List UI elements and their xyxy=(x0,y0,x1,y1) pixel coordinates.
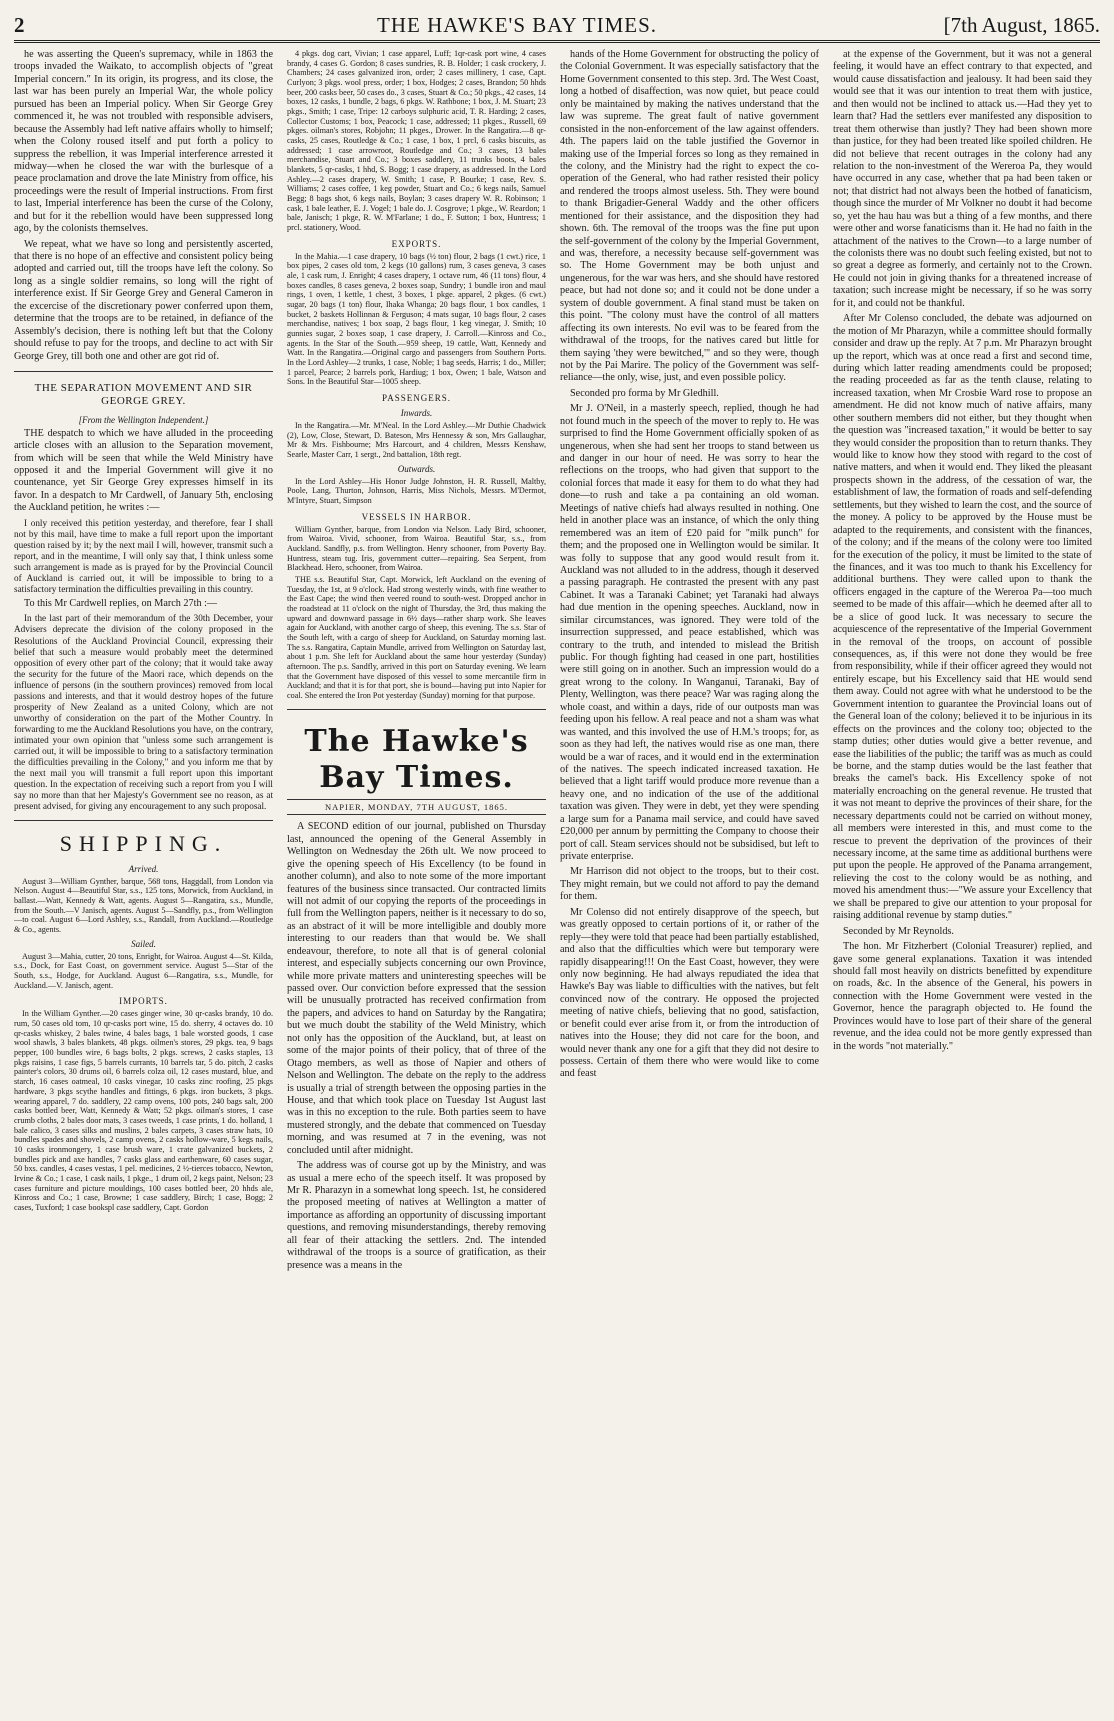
article-paragraph: Seconded by Mr Reynolds. xyxy=(843,925,954,937)
article-paragraph: To this Mr Cardwell replies, on March 27th :— xyxy=(24,598,218,609)
article-paragraph: Mr Colenso did not entirely disapprove of the speech, but was greatly opposed to certain portions of it, or rather of the reply—they were told that peace had been partially established, and also that the difficulties which were but temporary were rapidly disappearing!!! On the East Coast, however, they were only now beginning. He had always repudiated the idea that Hawke's Bay was liable to difficulties with the natives, but felt convinced now of the contrary. He opposed the projected meeting of native chiefs, believing that no good, satisfaction, or benefit could ever arise from it, or from the introduction of natives into the House; they did not care for the boon, and would never thank any one for a gift that they did not desire to possess. Certain of them there who were would like to come and feast xyxy=(560,906,819,1080)
column-3 xyxy=(560,49,819,1719)
quoted-paragraph: In the last part of their memorandum of the 30th December, your Advisers deprecate the division of the colony proposed in the Resolutions of the Auckland Provincial Council, expressing their belief that such a measure would probably meet the determined opposition of every other part of the colony; that it would take away the security for the future of the Maori race, which depends on the influence of persons (in the southern provinces) removed from local passions and interests, and that it would destroy hopes of the future prosperity of New Zealand as a united Colony, which are not unworthy of consideration on the part of the Mother Country. In forwarding to me the Auckland Resolutions you have, on the contrary, intimated your own opinion that "unless some such arrangement is carried out, it will be impossible to bring to a satisfactory termination the difficulties prevailing in the Colony," and you inform me that by the next mail you will transmit a full report upon this important question. In the expectation of receiving such a report from you I will say no more than that her Majesty's Government see no reason, as at present advised, for giving any encouragement to any such proposal. xyxy=(14,613,273,811)
subheading: Arrived. xyxy=(128,863,159,874)
newspaper-flag: The Hawke's Bay Times. xyxy=(304,723,529,796)
divider xyxy=(14,820,273,821)
shipping-list: August 3—William Gynther, barque, 568 tons, Haggdall, from London via Nelson. August 4—Beautiful Star, s.s., 125 tons, Morwick, from Auckland, in ballast.—Watt, Kennedy & Watt, agents. August 5—Rangatira, s.s., Mundle, from the South.—V Janisch, agents. August 5—Sandfly, p.s., from Wellington—to coal. August 6—Lord Ashley, s.s., Randall, from Auckland.—Routledge & Co., agents. xyxy=(14,876,273,935)
subheading: Inwards. xyxy=(400,408,433,419)
article-paragraph: The hon. Mr Fitzherbert (Colonial Treasurer) replied, and gave some general explanations. Taxation it was intended should fall most heavily on districts benefitted by expenditure on roads, &c. In the absence of the General, his powers in connection with the Home Government were vested in the Governor, hence the paragraph objected to. He found the Provinces would have to lose part of their share of the general revenue, and the idea could not be more gently expressed than in the words "not materially." xyxy=(833,941,1092,1052)
article-paragraph: A SECOND edition of our journal, published on Thursday last, announced the opening of the General Assembly in Wellington on Wednesday the 26th ult. We now proceed to give the opening speech of His Excellency (to be found in another column), and also to note some of the more important features of the business since transacted. Our contracted limits will not admit of our copying the reports of the proceedings in full from the Wellington papers, neither is it necessary to do so, as an abstract of it will be more intelligible and doubly more interesting to our readers than that would be. We shall endeavour, therefore, to note all that is of general colonial interest, and especially subjects concerning our own Province, while more private matters and uninteresting speeches will be passed over. Our conviction before expressed that the session will be unusually protracted has received confirmation from the papers, and advices to hand on Saturday by the Rangatira; but we much doubt the stability of the Weld Ministry, which not only has the opposition of the Auckland, but, at least on some of the major points of their policy, that of three of the Otago members, as well as those of Napier and others of Nelson and Wellington. The debate on the reply to the address is usually a trial of strength between the opposing parties in the House, and that which took place on Tuesday 1st August last was in this no exception to the rule. Both parties seem to have mustered strongly, and the debate that commenced on Tuesday morning, and was resumed at 7 in the evening, was not concluded until after midnight. xyxy=(287,821,546,1156)
source-note: [From the Wellington Independent.] xyxy=(78,414,209,425)
article-paragraph: Seconded pro forma by Mr Gledhill. xyxy=(570,387,719,399)
page-number: 2 xyxy=(14,13,25,37)
dateline: NAPIER, MONDAY, 7TH AUGUST, 1865. xyxy=(287,799,546,815)
issue-date: [7th August, 1865. xyxy=(943,13,1100,37)
subheading: PASSENGERS. xyxy=(382,393,451,404)
section-heading: THE SEPARATION MOVEMENT AND SIR GEORGE GREY. xyxy=(34,381,253,408)
article-paragraph: We repeat, what we have so long and persistently ascerted, that there is no hope of an effective and consistent policy being adopted and carried out, till the troops have left the colony. So long as a single soldier remains, so long will the right of interference exist. If Sir George Grey and General Cameron in the excercise of the discretionary power conferred upon them, determine that the troops are to be retained, in defiance of the Assembly's decision, there is nothing left but that the Colony should refuse to pay for the troops, and decline to act with Sir George Grey, till both one and other are got rid of. xyxy=(14,238,273,362)
article-paragraph: The address was of course got up by the Ministry, and was as usual a mere echo of the speech itself. It was proposed by Mr R. Pharazyn in a somewhat long speech. 1st, he considered the proposed meeting of natives at Wellington a matter of importance as affording an opportunity of discussing important questions, and removing misunderstandings, thereby removing all fear of their attacking the settlers. 2nd. The intended withdrawal of the troops is a source of gratification, as their presence was a means in the xyxy=(287,1160,546,1271)
divider xyxy=(287,709,546,710)
shipping-list: In the Lord Ashley—His Honor Judge Johnston, H. R. Russell, Maltby, Poole, Lang, Thurton, Johnson, Harris, Miss Nichols, Messrs. M'Dermot, M'Intyre, Stuart, Simpson xyxy=(287,476,546,506)
article-paragraph: THE despatch to which we have alluded in the proceeding article closes with an allusion to the Separation movement, from which will be seen that while the Weld Ministry have opposed it and the Imperial Government will give it no countenance, yet Sir George Grey expresses himself in its favor. In a despatch to Mr Cardwell, of January 5th, enclosing the Auckland petition, he writes :— xyxy=(14,427,273,514)
column-2 xyxy=(287,49,546,1719)
quoted-paragraph: I only received this petition yesterday, and therefore, fear I shall not by this mail, have time to make a full report upon the important question raised by it; by the next mail I will, however, transmit such a report, and in the meantime, I will only say that, I think unless some such arrangement is made as is prayed for by the Provincial Council of Auckland is carried out, it will be impossible to bring to a satisfactory termination the difficulties prevailing in this country. xyxy=(14,517,273,594)
article-paragraph: Mr Harrison did not object to the troops, but to their cost. They might remain, but we could not afford to pay the demand for them. xyxy=(560,866,819,903)
subheading: Sailed. xyxy=(131,938,156,949)
shipping-list: In the Mahia.—1 case drapery, 10 bags (½ ton) flour, 2 bags (1 cwt.) rice, 1 box pipes, 2 cases old tom, 2 kegs (10 gallons) rum, 3 cases geneva, 3 cases ale, 1 cask rum, J. Enright; 4 cases drapery, 1 octave rum, 46 (11 tons) flour, 4 boxes candles, 8 cases geneva, 2 boxes soap, Sundry; 1 bundle iron and maul rings, 1 oven, 1 kettle, 1 chest, 3 boxes, 1 pkge. apparel, 2 pkges. (6 cwt.) sugar, 20 bags (1 ton) flour, Ihaka Whanga; 20 bags flour, 1 box candles, 1 bucket, 2 baskets Hollinnan & Ferguson; 4 mats sugar, 10 bags flour, 2 cases merchandise, natives; 1 box soap, 2 bags flour, 1 keg vinegar, J. Smith; 10 gunnies sugar, 2 boxes soap, 1 case drapery, J. Carroll.—Kinross and Co., agents. In the Star of the South.—959 sheep, 19 cattle, Watt, Kennedy and Watt. In the Rangatira.—Original cargo and passengers from Southern Ports. In the Lord Ashley—2 trunks, 1 case, Noble; 1 bag seeds, Harris; 1 do., Miller; 1 parcel, Pearce; 2 barrels pork, Hardiug; 1 box, Owen; 1 bale, Watson and Sons. In the Beautiful Star—1005 sheep. xyxy=(287,251,546,387)
article-paragraph: Mr J. O'Neil, in a masterly speech, replied, though he had not found much in the speech of the mover to reply to. He was surprised to find the Home Government officially spoken of as ungenerous, when she had sent her troops to stand between us and danger in our hour of need. He was sorry to hear the reflections on the troops, who had given that support to the colonial forces that made it easy for them to do what they had done—to rush and take a pa containing an old woman. Meetings of native chiefs had always resulted in nothing. One held in another place was an instance, of which the only thing remembered was an item of £20 paid for "milk punch" for them; and the proposed one in Wellington would be similar. It was folly to suppose that any good would result from it. Auckland was not alluded to in the address, though it deserved a passing paragraph. He contrasted the present with any past Cabinet. It was a Taranaki Cabinet; yet Taranaki had always had due mention in the opening speeches. Auckland, now in similar circumstances, was ignored. They were told of the insurrection suppressed, and peace established, which was contrary to the truth, and intended to mislead the British public. For though fighting had ceased in one part, hostilities were still going on in another. Such an impression would do a great wrong to the colony. In Wanganui, Taranaki, Bay of Plenty, Wellington, was there peace? War was raging along the whole coast, and within a days, ride of our outposts man was feeding upon his fellow. A real peace and not a sham was what was wanted, and this involved the use of H.M.'s troops; for, as soon as they had left, the natives would rise as one man, there would be a war of races, and it would end in the extermination of the natives. The speech indicated increased taxation. He believed that a light tariff would produce more revenue than a heavy one, and no indication of the use of the additional taxation was given. They were in debt, yet they were spending a large sum for a Panama mail service, and could have saved £20,000 per annum by permitting the Company to choose their port of call. Steam services should not be subsidised, but left to private enterprise. xyxy=(560,403,819,862)
column-1 xyxy=(14,49,273,1719)
column-4 xyxy=(833,49,1092,1719)
article-paragraph: at the expense of the Government, but it was not a general feeling, it would have an effect contrary to that expected, and would cause dissatisfaction and jealousy. It had been said they would see that it was our intention to treat them with justice, and then would not be inclined to attack us.—Had they yet to learn that? Had the settlers ever manifested any disposition to treat them otherwise than justly? They had been shown more than justice, for they had been treated like spoiled children. He did not believe that recent outrages in the colony had any relation to the non-investment of the Wereroa Pa, they would have occurred in any case, whether that pa had been taken or not; that district had not always been the hotbed of fanaticism, though since the murder of Mr Volkner no doubt it had become so, yet the hau hau was but a thing of a few months, and there were other and worse fanaticisms than it. He had no faith in the attachment of the natives to the Crown—to a large number of the colonists there was no doubt such feeling existed, but not to so great a degree as formerly, and certainly not to the Crown. He could not join in giving thanks for a threatened increase of taxation; such increase might be necessary, if so he was sorry for it, and could not be thankful. xyxy=(833,49,1092,309)
article-paragraph: After Mr Colenso concluded, the debate was adjourned on the motion of Mr Pharazyn, while a committee should formally consider and draw up the reply. At 7 p.m. Mr Pharazyn brought up the report, which was at once read a first and second time, during which latter reading amendments could be proposed; the reading proceeded as far as the tenth clause, relating to increased taxation, when Mr Crosbie Ward rose to propose an amendment. He did not know much of native affairs, many other southern members did not either, but they thought when the question was "increased taxation," it would be better to say they would consider the proposition than to return thanks. They would like to know how they stood with regard to the cost of native matters, and when it would end. They liked the pleasant prospects shown in the address, of the cessation of war, the establishment of law, the formation of roads and self-defending settlements, but they wished to learn the cost, and the source of the money. A policy to be approved by the House must be adapted to the requirements, and consistent with the finances, of the colony; and if the means of the colony were too limited for the execution of the policy, it must be limited to the state of the finances, and it was too much to thank his Excellency for additional burthens. They were called upon to thank the officers engaged in the capture of the Wereroa Pa—too much seemed to be made of this affair—which he deemed after all to be a slice of good luck. It was necessary to secure the acquiescence of the representative of the Imperial Government in the removal of the troops, on account of possible consequences, as, if this were not done they would be free from responsibility, while if their officer agreed they would not entirely escape, but his Excellency said that HE would send them away. Could not agree with what he understood to be the Government intention to guarantee the Provincial loans out of the General loan of the colony; believed it to be injurious in its effects on the provinces and the colony too; objected to the stamp duties; other duties would give a better revenue, and ease the liabilities of the public; the tariff was as much as could be borne, and the stamp duties would be the last feather that breaks the camel's back. His Excellency spoke of not materially encroaching on the general revenue. He trusted that it was not meant to deprive the provinces of their share, for the necessary departments could not be carried on without money, all members were interested in this, and must come to the rescue to prevent the deprivation of the provinces of their necessary income, at the same time as additional burthens were put upon the people. He approved of the Panama arrangement, relieving the cost to the colony would be as nothing, and moved his amendment thus:—"We assure your Excellency that we shall be prepared to give our attention to your proposal for raising additional revenue by stamp duties." xyxy=(833,313,1092,922)
shipping-list: August 3—Mahia, cutter, 20 tons, Enright, for Wairoa. August 4—St. Kilda, s.s., Dock, for East Coast, on government service. August 5—Star of the South, s.s., Hodge, for Auckland. August 6—Rangatira, s.s., Mundle, for Auckland.—V. Janisch, agent. xyxy=(14,951,273,990)
article-paragraph: he was asserting the Queen's supremacy, while in 1863 the troops invaded the Waikato, to accomplish objects of "great Imperial concern." In its origin, its progress, and its close, the last war has been purely an Imperial War, the whole policy pursued has been an Imperial policy. When Sir George Grey commenced it, he was not troubled with responsible advisers, because the Assembly had left native affairs wholly to himself; when the Colony roused itself and put forth a policy to suppress the rebellion, it was Imperial interference arrested it midway—when he closed the war with the burlesque of a peace proclamation and drove the late Ministry from office, his proceedings were the result of Imperial instructions. From first to last, Imperial interference has been the curse of the Colony, and but for it the rebellion would have been suppressed long ago, by the colonists themselves. xyxy=(14,49,273,235)
shipping-news: THE s.s. Beautiful Star, Capt. Morwick, left Auckland on the evening of Tuesday, the 1st, at 9 o'clock. Had strong westerly winds, with fine weather to the East Cape; the wind then veered round to south-west. Dropped anchor in the roadstead at 11 o'clock on the night of Thursday, the 3rd, thus making the upward and downward passage in 6½ days—rather sharp work. She leaves again for Auckland, with another cargo of sheep, this evening. The s.s. Star of the South left, with a cargo of sheep for Auckland, on Saturday morning last. The s.s. Rangatira, Captain Mundle, arrived from Wellington on Saturday last, about 1 p.m. She left for Auckland about the same hour yesterday (Sunday) afternoon. The p.s. Sandfly, arrived in this port on Saturday evening. We learn that the Government have disposed of this vessel to some mercantile firm in Auckland; and that it is for that port, she is bound—having put into Napier for coal. She entered the Iron Pot yesterday (Sunday) morning for that purpose. xyxy=(287,575,546,701)
subheading: IMPORTS. xyxy=(119,996,168,1007)
divider xyxy=(14,371,273,372)
shipping-list: In the William Gynther.—20 cases ginger wine, 30 qr-casks brandy, 10 do. rum, 50 cases old tom, 10 qr-casks port wine, 15 do. sherry, 4 octaves do. 10 qr-casks whiskey, 2 bales twine, 4 bales bags, 1 bale worsted goods, 1 case wool shawls, 3 bales blankets, 48 pkgs. oilmen's stores, 29 pkgs. tea, 9 bags pepper, 100 bundles wire, 6 bags bolts, 2 pkgs. screws, 2 casks staples, 13 pkgs raisins, 1 case figs, 5 barrels currants, 10 barrels tar, 5 do. pitch, 2 casks painter's colors, 30 drums oil, 6 barrels colza oil, 12 cases mustard, blue, and starch, 16 cases oatmeal, 10 casks vinegar, 10 casks zinc roofing, 25 pkgs hardware, 3 pkgs scythe handles and fittings, 6 pkgs. iron buckets, 3 pkgs. wearing apparel, 7 do. saddlery, 22 camp ovens, 100 pots, 240 bags salt, 200 casks bottled beer, Watt, Kennedy & Watt; 52 pkgs. oilman's stores, 1 case crumb cloths, 2 bales door mats, 3 cases tweeds, 1 case prints, 1 do. holland, 1 bale calico, 3 cases silks and muslins, 2 bales carpets, 3 cases straw hats, 10 bundles spades and shovels, 2 camp ovens, 2 casks hollow-ware, 5 kegs nails, 10 casks ironmongery, 1 case brush ware, 1 crate galvanized buckets, 2 bundles pick and axe handles, 7 casks glass and earthenware, 60 cases sugar, 50 bxs. candles, 4 cases vestas, 1 pel. medicines, 2 ½-tierces tobacco, Newton, Irvine & Co.; 1 case, 1 cask nails, 1 pkge., 1 drum oil, 2 kegs paint, Nelson; 23 cases furniture and picture mouldings, 100 cases bottled beer, 20 hhds ale, Kinross and Co.; 1 case, Browne; 1 case saddlery, Birch; 1 case, Bogg; 2 cases, Tuxford; 1 case bookspl case saddlery, Capt. Gordon xyxy=(14,1009,273,1212)
newspaper-title: THE HAWKE'S BAY TIMES. xyxy=(377,13,657,37)
shipping-list: 4 pkgs. dog cart, Vivian; 1 case apparel, Luff; 1qr-cask port wine, 4 cases brandy, 4 cases G. Gordon; 8 cases sundries, R. B. Holder; 1 cask crockery, J. Chambers; 24 cases galvanized iron, order; 2 cases millinery, 1 case, Capt. Curlyon; 3 pkgs. wool press, order; 1 box, Hodges; 2 cases, Brandon; 50 hhds beer, 200 casks beer, 50 cases do., 3 cases, Stuart & Co.; 50 pkgs., 42 cases, 14 boxes, 12 casks, 1 bundle, 2 bags, 6 pkgs. W. Rathbone; 1 box, J. M. Stuart; 23 pkgs., Smith; 1 case, Tripe: 12 carboys sulphuric acid, T. R. Harding; 2 cases, Collector Customs; 1 box, Peacock; 1 case, addressed; 11 pkges., Russell, 69 pkges. oilman's stores, Robjohn; 11 pkges., Drower. In the Rangatira.—8 qr-casks, 25 cases, Routledge & Co.; 1 case, 1 box, 1 prcl, 6 casks biscuits, as addressed; 1 case arrowroot, Routledge and Co.; 3 cases, 13 bales merchandise, Stuart and Co.; 3 boxes saddlery, 11 trunks boots, 4 bales blankets, 5 qr-casks, 1 hhd, S. Bogg; 1 case drapery, as addressed. In the Lord Ashley.—2 cases drapery, W. Smith; 1 case, P. Bourke; 1 case, Rev. S. Williams; 2 cases coffee, 1 keg powder, Stuart and Co.; 6 kegs nails, Samuel Begg; 8 bags shot, 6 kegs nails, Boylan; 3 cases drapery W. R. Robinson; 1 cask, 1 bale leather, E. J. Vogel; 1 bale do. J. Cosgrove; 1 pkge., W. Reardon; 1 bale, Janisch; 1 pkge, R. W. M'Farlane; 1 do., F. Sutton; 1 box, Huntress; 1 prcl. stationery, Wood. xyxy=(287,49,546,233)
subheading: VESSELS IN HARBOR. xyxy=(361,511,472,522)
subheading: Outwards. xyxy=(397,463,436,474)
shipping-list: William Gynther, barque, from London via Nelson. Lady Bird, schooner, from Wairoa. Vivid, schooner, from Wairoa. Beautiful Star, s.s., from Auckland. Sandfly, p.s. from Wellington. Henry schooner, from Poverty Bay. Huntress, steam tug. Iris, government cutter—repairing. Sea Serpent, from Blackhead. Hero, schooner, from Wairoa. xyxy=(287,524,546,573)
article-paragraph: hands of the Home Government for obstructing the policy of the Colonial Government. It was especially satisfactory that the Home Government consented to this step. 3rd. The West Coast, long a hotbed of disaffection, was now quiet, but peace could only be maintained by making the natives understand that the law was supreme. The great fault of native government consisted in the non-enforcement of the law against offenders. 4th. The papers laid on the table justified the Governor in making use of the Imperial forces so long as they remained in the colony, and the Ministry had the right to expect the co-operation of the General, who had rather resisted their policy and rendered the troops almost useless. 5th. They were bound to thank Brigadier-General Waddy and the other officers mentioned for their assistance, and the disposition they had shown. 6th. The removal of the troops was the fine put upon the self-government of the colony by the Imperial Government, and was, therefore, a necessity because self-government was so. The Home Government may be both unjust and ungenerous, for the war was hers, and she should have restored peace, but had not done so; and it could not be done under a system of double government. A final stand must be taken on this point. "The colony must have the control of all matters affecting its own interests. No evil was to be feared from the withdrawal of the troops, for the natives cared but little for them saying 'they were bewitched,'" and so they were, though not by the Pai Marire. The policy of the Government was self-reliance—the only, wise, just, and even possible policy. xyxy=(560,49,819,384)
subheading: EXPORTS. xyxy=(391,238,442,249)
shipping-heading: SHIPPING. xyxy=(59,831,228,856)
masthead xyxy=(14,8,1100,43)
shipping-list: In the Rangatira.—Mr. M'Neal. In the Lord Ashley.—Mr Duthie Chadwick (2), Low, Close, Stewart, D. Bateson, Mrs Hennessy & son, Mrs Gallaughar, Mr & Mrs. Fishbourne; Mrs Harcourt, and 4 children, Messrs Kenshaw, Searle, Master Carr, 1 sergt., 2nd battalion, 18th regt. xyxy=(287,421,546,460)
columns xyxy=(14,49,1100,1719)
